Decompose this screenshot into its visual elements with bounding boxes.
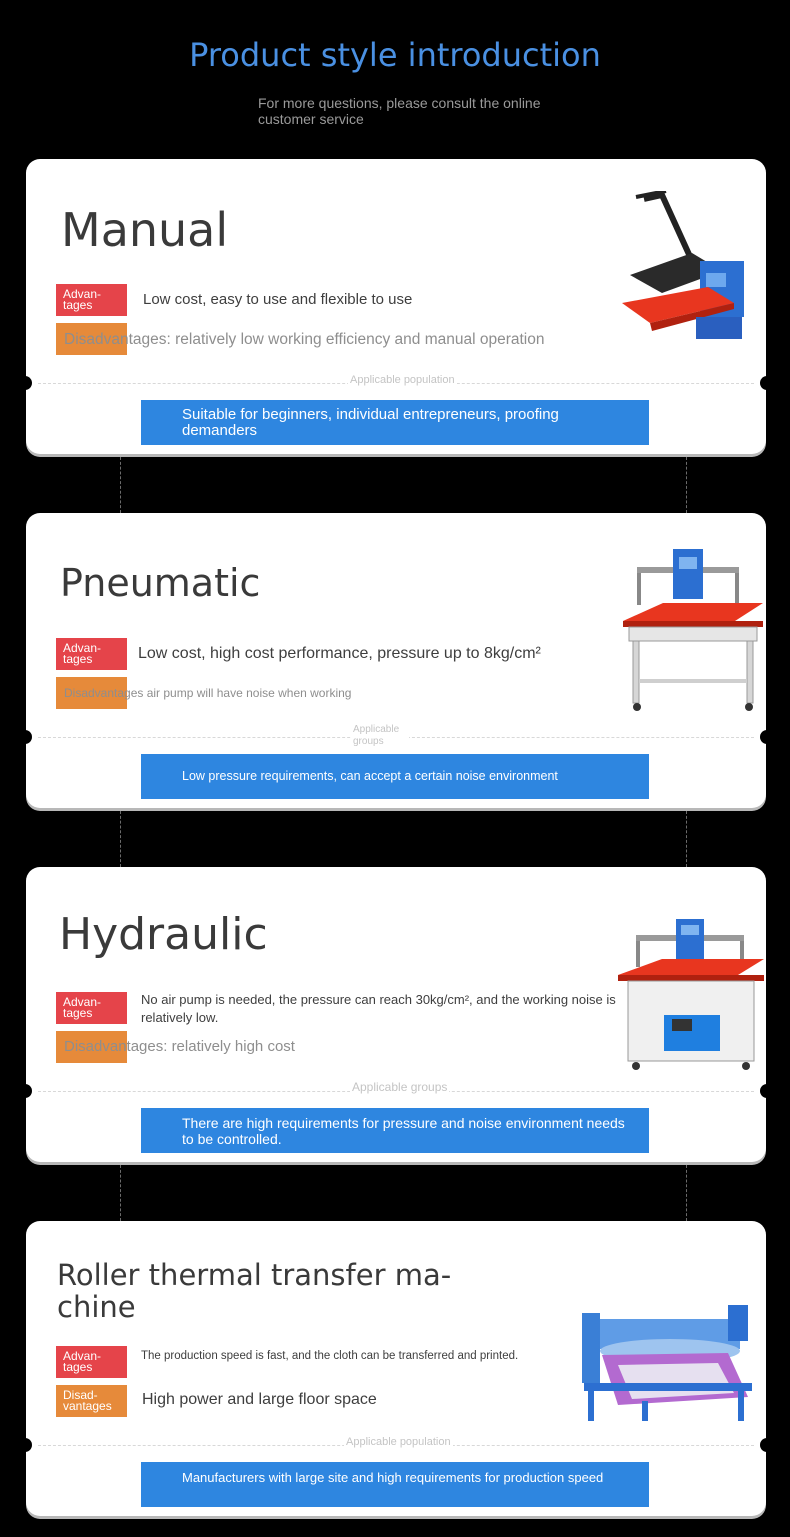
- connector-line: [686, 457, 687, 513]
- disadvantages-text: High power and large floor space: [142, 1391, 377, 1408]
- advantages-badge: [56, 284, 127, 316]
- advantages-badge-label: Advan- tages: [63, 641, 102, 666]
- applicable-groups-bar: There are high requirements for pressure and noise environment needs to be controlled.: [141, 1108, 649, 1153]
- product-card-roller: [26, 1221, 766, 1516]
- ticket-notch: [760, 730, 774, 744]
- ticket-notch: [18, 730, 32, 744]
- disadvantages-badge-label: Disad- vantages: [63, 1388, 112, 1413]
- advantages-badge: [56, 992, 127, 1024]
- advantages-text: Low cost, high cost performance, pressure up to 8kg/cm²: [138, 645, 541, 662]
- applicable-label: Applicable groups: [351, 724, 409, 748]
- product-title: Pneumatic: [60, 561, 261, 605]
- pneumatic-double-station-press-icon: [623, 549, 763, 711]
- disadvantages-text: Disadvantages: relatively low working efficiency and manual operation: [64, 331, 545, 348]
- advantages-text: Low cost, easy to use and flexible to use: [143, 291, 413, 308]
- applicable-groups-bar: Manufacturers with large site and high requirements for production speed: [141, 1462, 649, 1507]
- product-card-hydraulic: [26, 867, 766, 1162]
- advantages-badge-label: Advan- tages: [63, 1349, 102, 1374]
- ticket-notch: [18, 1438, 32, 1452]
- clamshell-heat-press-icon: [622, 191, 752, 351]
- product-card-manual: [26, 159, 766, 454]
- ticket-notch: [18, 376, 32, 390]
- hydraulic-double-station-press-icon: [618, 919, 764, 1071]
- disadvantages-text: Disadvantages: relatively high cost: [64, 1038, 295, 1055]
- advantages-badge: [56, 1346, 127, 1378]
- applicable-groups-bar: Low pressure requirements, can accept a certain noise environment: [141, 754, 649, 799]
- advantages-badge-label: Advan- tages: [63, 995, 102, 1020]
- advantages-badge-label: Advan- tages: [63, 287, 102, 312]
- disadvantages-text: Disadvantages air pump will have noise when working: [64, 686, 352, 700]
- product-title: Manual: [61, 203, 229, 257]
- roller-sublimation-machine-icon: [578, 1305, 756, 1425]
- connector-line: [686, 811, 687, 867]
- connector-line: [120, 457, 121, 513]
- product-title: Hydraulic: [59, 909, 268, 960]
- connector-line: [120, 1165, 121, 1221]
- applicable-label: Applicable population: [350, 374, 455, 386]
- advantages-badge: [56, 638, 127, 670]
- advantages-text: No air pump is needed, the pressure can reach 30kg/cm², and the working noise is relatively low.: [141, 992, 616, 1025]
- ticket-notch: [760, 1438, 774, 1452]
- disadvantages-badge: [56, 1385, 127, 1417]
- product-card-pneumatic: [26, 513, 766, 808]
- ticket-notch: [18, 1084, 32, 1098]
- ticket-notch: [760, 376, 774, 390]
- applicable-groups-bar: Suitable for beginners, individual entrepreneurs, proofing demanders: [141, 400, 649, 445]
- applicable-label: Applicable groups: [352, 1080, 448, 1094]
- page-subtitle: For more questions, please consult the online customer service: [258, 95, 541, 127]
- product-title: Roller thermal transfer ma- chine: [57, 1258, 452, 1324]
- page-title: Product style introduction: [189, 36, 601, 74]
- advantages-text: The production speed is fast, and the cloth can be transferred and printed.: [141, 1350, 519, 1362]
- connector-line: [120, 811, 121, 867]
- applicable-label: Applicable population: [346, 1436, 451, 1448]
- connector-line: [686, 1165, 687, 1221]
- ticket-notch: [760, 1084, 774, 1098]
